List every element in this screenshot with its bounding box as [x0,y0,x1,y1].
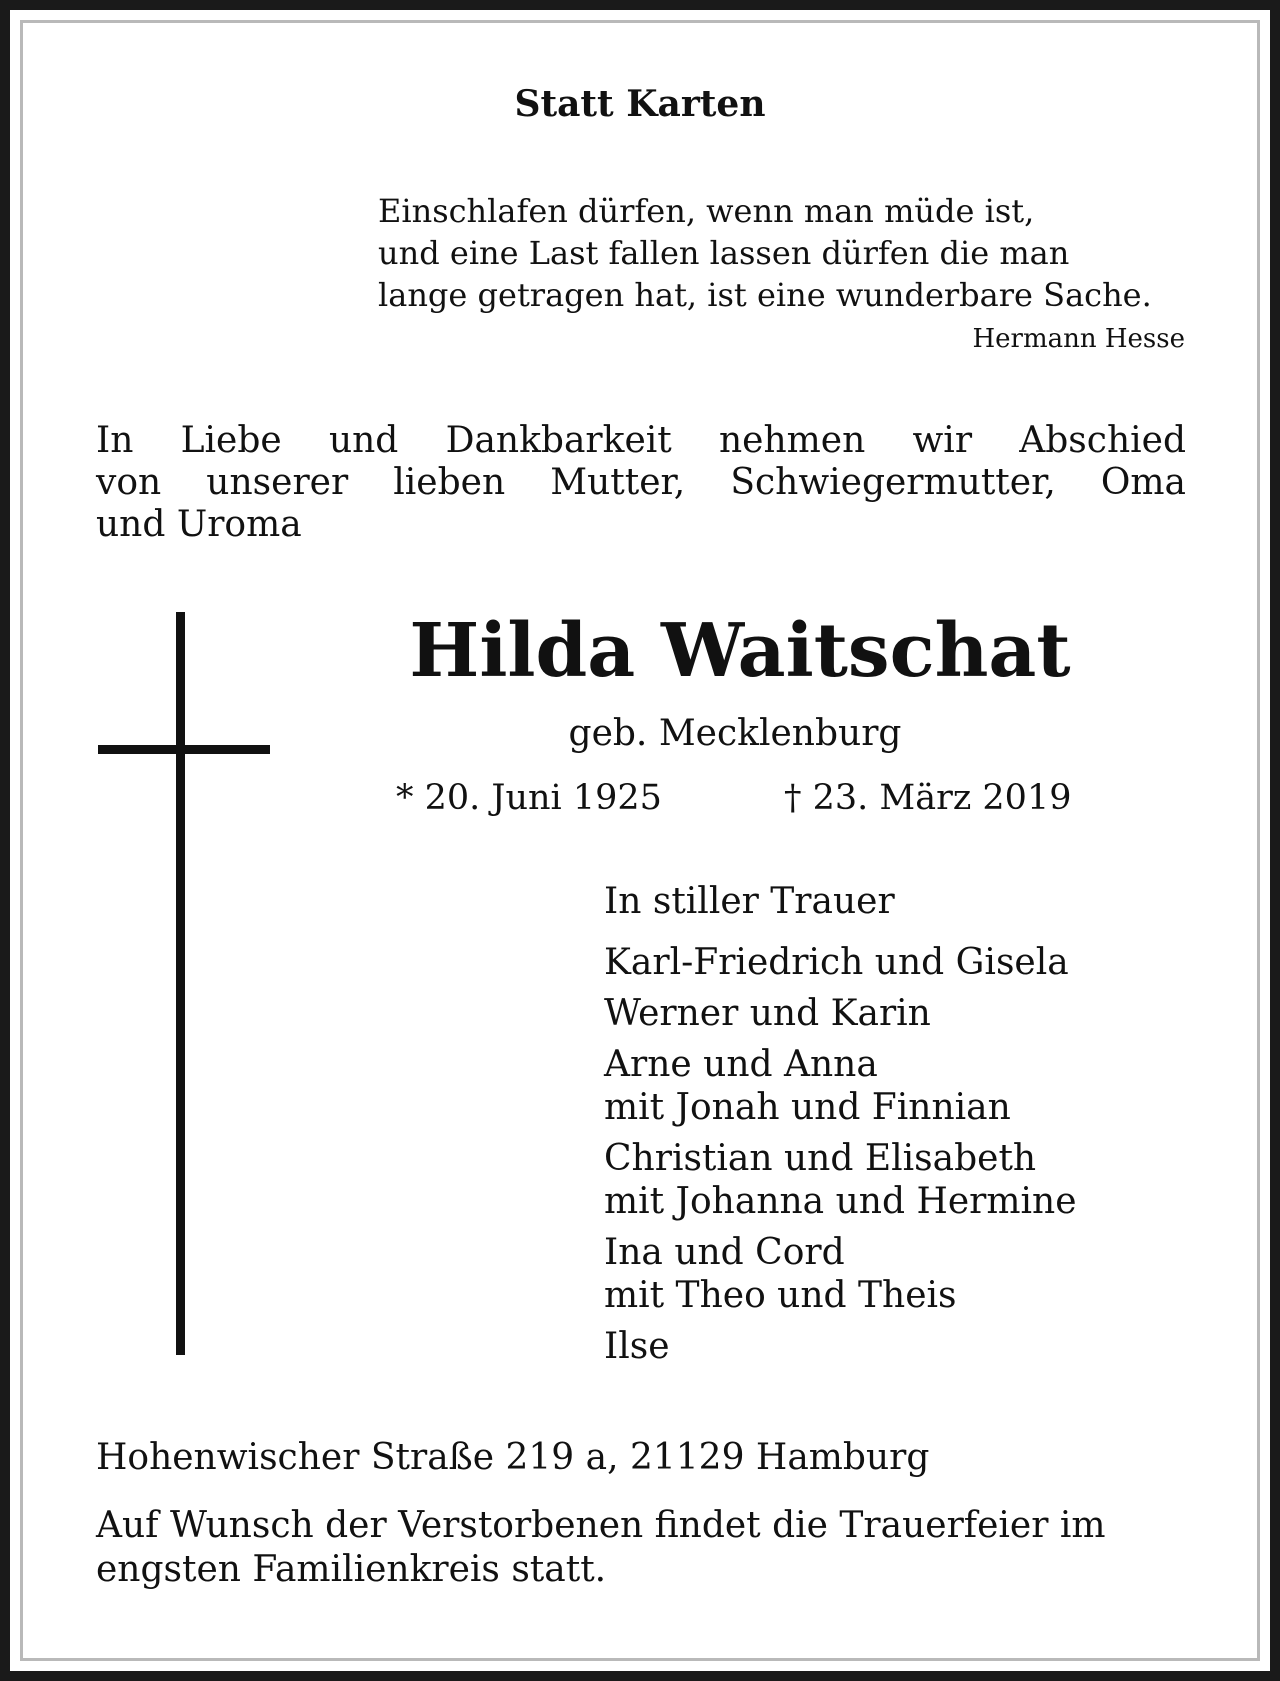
maiden-name: geb. Mecklenburg [568,713,902,754]
intro-line: von unserer lieben Mutter, Schwiegermutter, Oma [96,462,1186,503]
mourner-line: Ilse [604,1326,670,1367]
mourner-line: mit Johanna und Hermine [604,1181,1077,1222]
mourner-line: Arne und Anna [604,1044,878,1085]
header-statt-karten: Statt Karten [514,83,766,125]
funeral-notice [96,1504,1186,1592]
mourner-group [604,1043,1184,1129]
cross-vertical-bar [176,612,185,1355]
mourner-group [604,1231,1184,1317]
mourner-line: Christian und Elisabeth [604,1138,1037,1179]
quote-block [378,190,1178,316]
notice-line: engsten Familienkreis statt. [96,1549,607,1590]
cross-horizontal-bar [98,745,270,754]
intro-line: In Liebe und Dankbarkeit nehmen wir Abschied [96,420,1186,461]
intro-line: und Uroma [96,504,302,545]
mourner-line: Karl-Friedrich und Gisela [604,942,1069,983]
quote-author: Hermann Hesse [972,324,1185,354]
mourners-block [604,880,1184,1376]
quote-line: lange getragen hat, ist eine wunderbare Sache. [378,276,1152,314]
mourner-line: mit Jonah und Finnian [604,1087,1011,1128]
mourner-group [604,1325,1184,1368]
death-date: † 23. März 2019 [784,778,1072,818]
deceased-name: Hilda Waitschat [409,608,1071,694]
birth-date: * 20. Juni 1925 [396,778,662,818]
mourner-line: Werner und Karin [604,993,931,1034]
mourners-title: In stiller Trauer [604,881,895,922]
mourner-line: Ina und Cord [604,1232,845,1273]
quote-line: und eine Last fallen lassen dürfen die man [378,234,1070,272]
notice-line: Auf Wunsch der Verstorbenen findet die Trauerfeier im [96,1505,1106,1546]
intro-text [96,420,1186,546]
mourner-group [604,992,1184,1035]
quote-line: Einschlafen dürfen, wenn man müde ist, [378,192,1035,230]
mourner-line: mit Theo und Theis [604,1275,957,1316]
address: Hohenwischer Straße 219 a, 21129 Hamburg [96,1437,930,1478]
mourner-group [604,941,1184,984]
mourner-group [604,1137,1184,1223]
